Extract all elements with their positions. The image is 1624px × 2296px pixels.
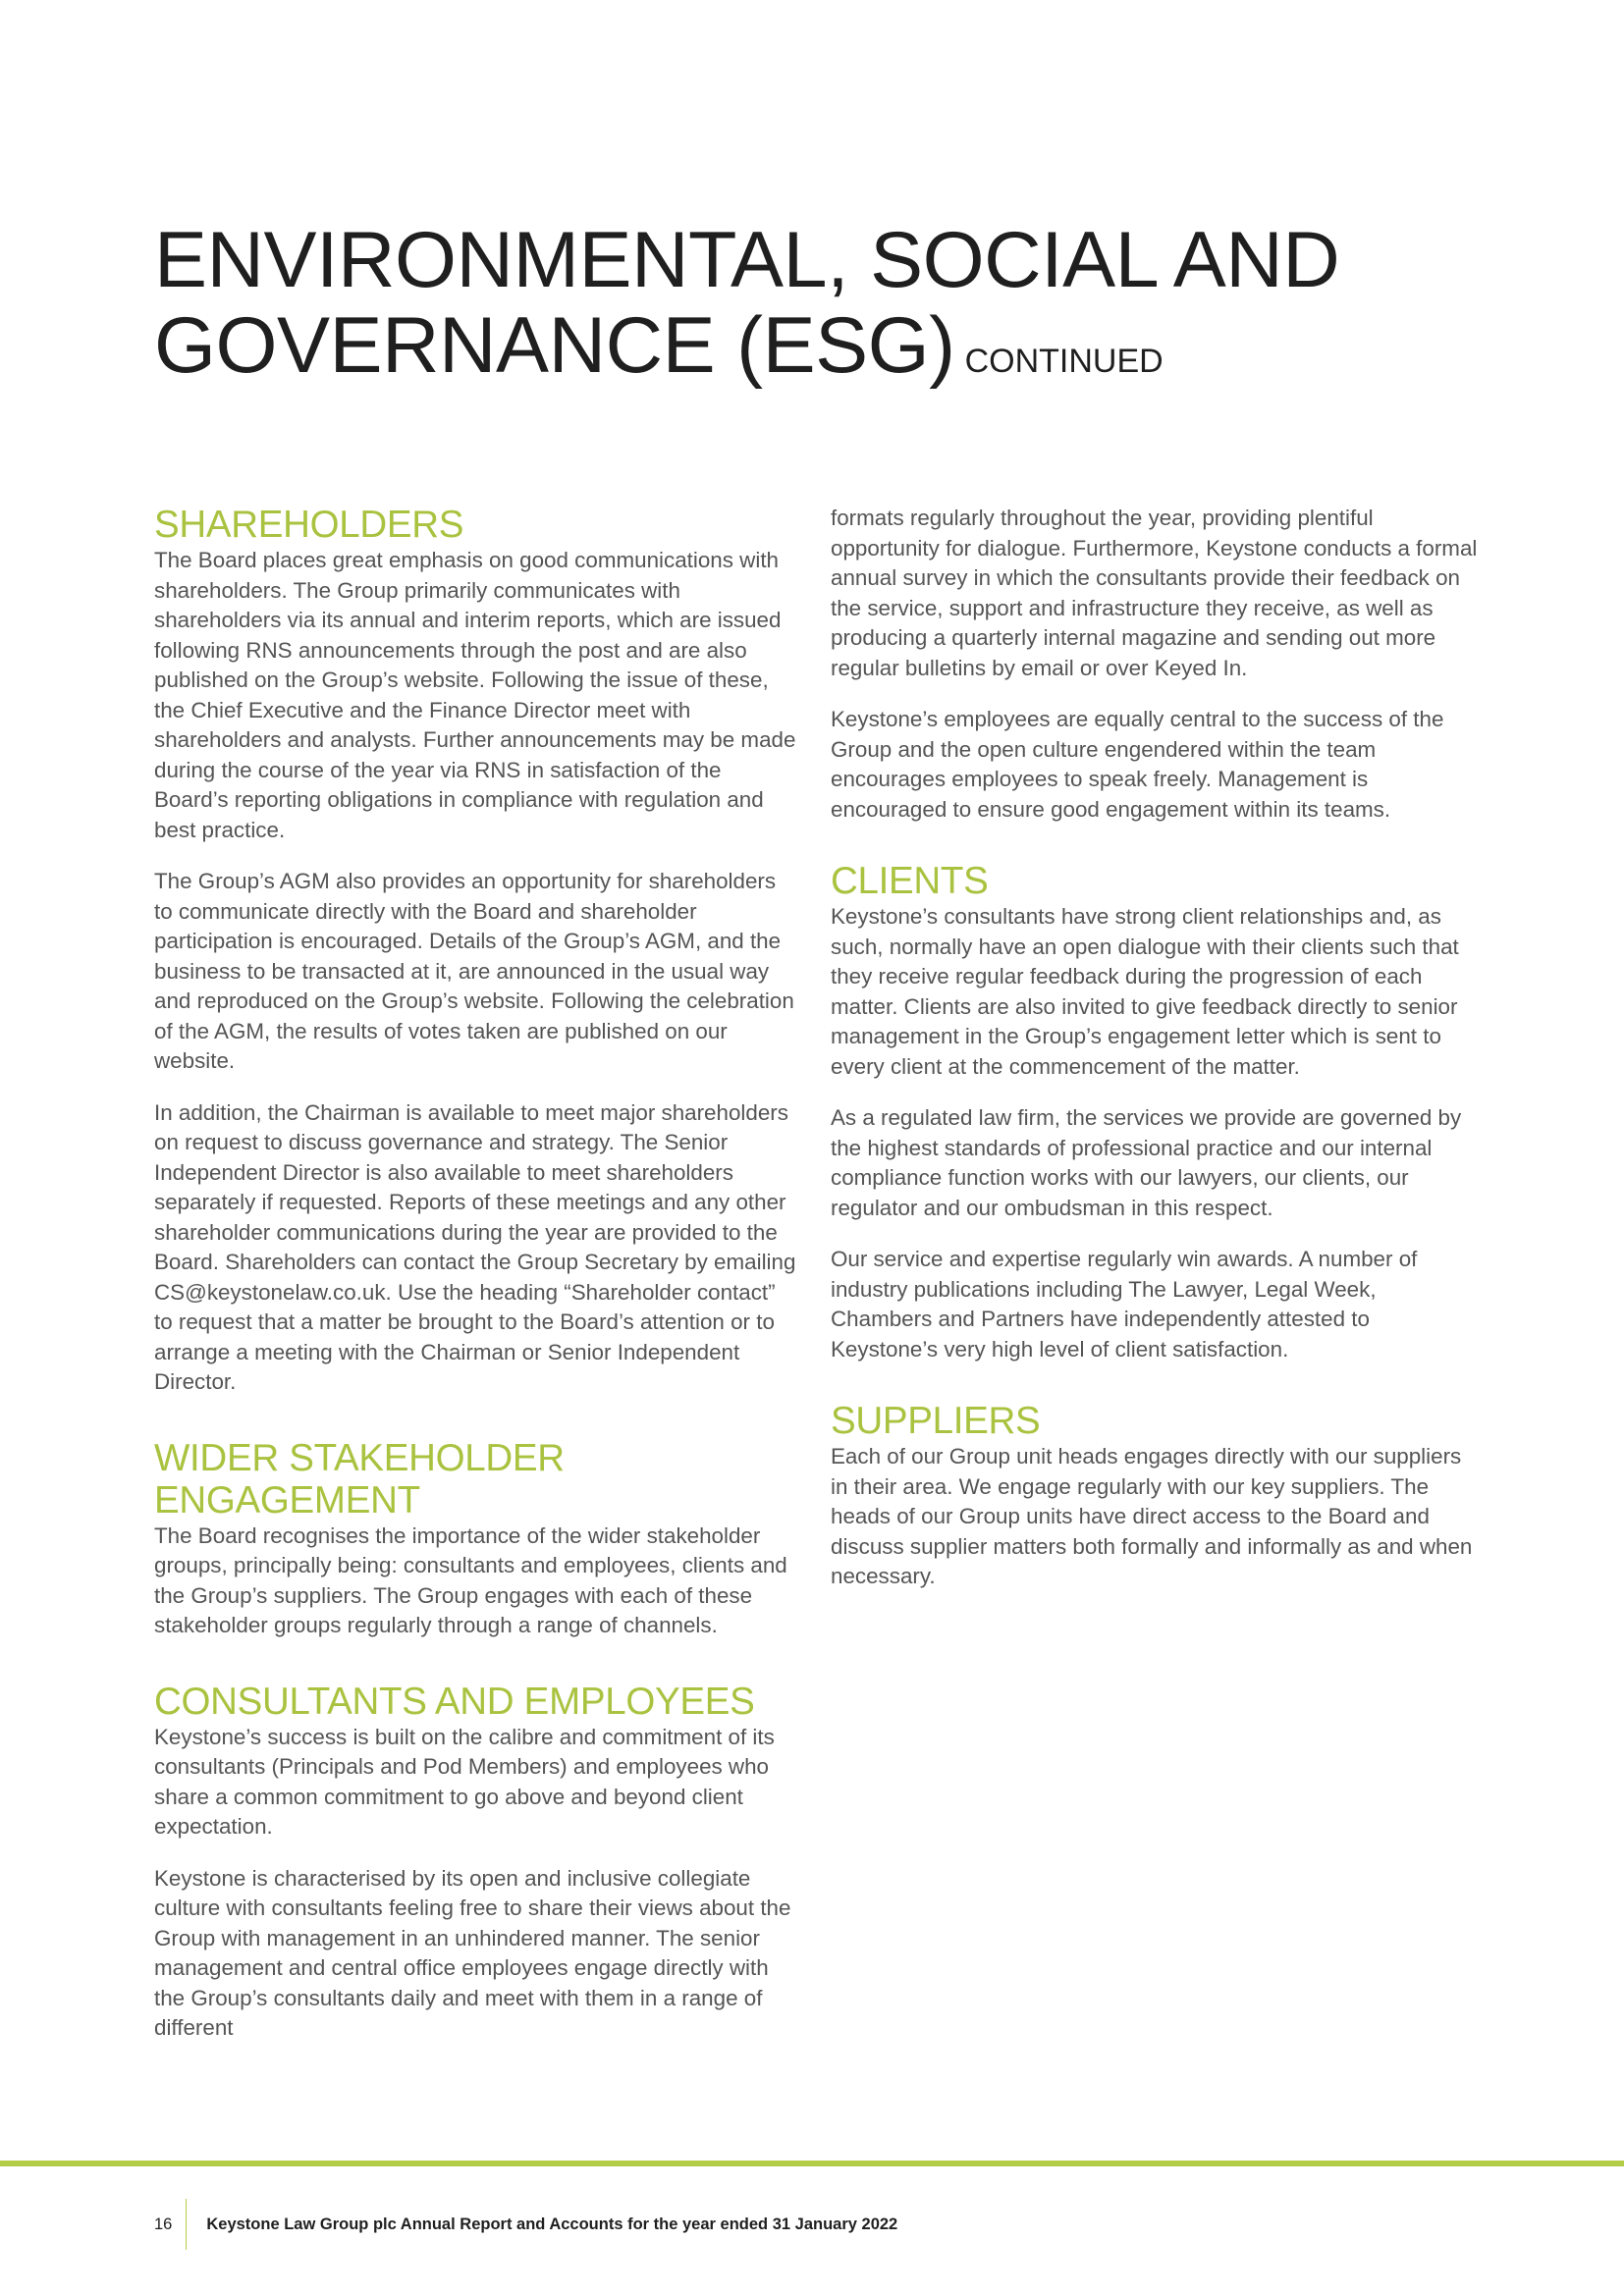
consultants-employees-heading: CONSULTANTS AND EMPLOYEES (154, 1680, 755, 1723)
page-title (154, 218, 1529, 404)
page-number: 16 (154, 2199, 187, 2250)
wider-stakeholder-section (154, 1437, 798, 1641)
clients-paragraph-1: Keystone’s consultants have strong client relationships and, as such, normally have an open dialogue with their clients such that they receive regular feedback during the progression of each matter. Clients are also invited to give feedback directly to senior management in the Group’s engagement letter which is sent to every client at the commencement of the matter. (831, 904, 1459, 1079)
shareholders-section (154, 504, 798, 1398)
wider-stakeholder-paragraph-1: The Board recognises the importance of the wider stakeholder groups, principally being: consultants and employees, clients and the Group’s suppliers. The Group engages with each of these stakeholder groups regularly through a range of channels. (154, 1522, 787, 1637)
clients-paragraph-2: As a regulated law firm, the services we provide are governed by the highest standards of professional practice and our internal compliance function works with our lawyers, our clients, our regulator and our ombudsman in this respect. (831, 1105, 1462, 1220)
consultants-employees-section (154, 1681, 798, 2044)
page-title-line-2-text: GOVERNANCE (ESG) (154, 301, 955, 390)
page-title-continued-label: CONTINUED (964, 343, 1164, 380)
clients-paragraph-3: Our service and expertise regularly win awards. A number of industry publications including The Lawyer, Legal Week, Chambers and Partners have independently attested to Keystone’s very high level of client satisfaction. (831, 1247, 1418, 1362)
suppliers-heading: SUPPLIERS (831, 1400, 1041, 1442)
consultants-employees-continuation-paragraph: formats regularly throughout the year, providing plentiful opportunity for dialogue. Furthermore, Keystone conducts a formal annual survey in which the consultants provide their feedback on the service, support and infrastructure they receive, as well as producing a quarterly internal magazine and sending out more regular bulletins by email or over Keyed In. (831, 506, 1478, 680)
suppliers-section (831, 1400, 1479, 1592)
left-column (154, 504, 798, 2065)
footer-divider (0, 2161, 1624, 2166)
suppliers-paragraph-1: Each of our Group unit heads engages directly with our suppliers in their area. We engage regularly with our key suppliers. The heads of our Group units have direct access to the Board and discuss supplier matters both formally and informally as and when necessary. (831, 1444, 1473, 1588)
page-title-line-2 (154, 303, 1529, 404)
right-column (831, 504, 1479, 1614)
clients-heading: CLIENTS (831, 860, 989, 902)
wider-stakeholder-heading-line-2: ENGAGEMENT (154, 1478, 420, 1522)
wider-stakeholder-heading-line-1: WIDER STAKEHOLDER (154, 1436, 565, 1479)
consultants-employees-paragraph-2: Keystone is characterised by its open and inclusive collegiate culture with consultants feeling free to share their views about the Group with management in an unhindered manner. The senior management and central office employees engage directly with the Group’s consultants daily and meet with them in a range of different (154, 1865, 791, 2040)
shareholders-paragraph-1: The Board places great emphasis on good communications with shareholders. The Group primarily communicates with shareholders via its annual and interim reports, which are issued following RNS announcements through the post and are also published on the Group’s website. Following the issue of these, the Chief Executive and the Finance Director meet with shareholders and analysts. Further announcements may be made during the course of the year via RNS in satisfaction of the Board’s reporting obligations in compliance with regulation and best practice. (154, 548, 796, 842)
shareholders-paragraph-2: The Group’s AGM also provides an opportunity for shareholders to communicate directly with the Board and shareholder participation is encouraged. Details of the Group’s AGM, and the business to be transacted at it, are announced in the usual way and reproduced on the Group’s website. Following the celebration of the AGM, the results of votes taken are published on our website. (154, 869, 794, 1073)
clients-section (831, 860, 1479, 1364)
shareholders-paragraph-3: In addition, the Chairman is available to meet major shareholders on request to discuss governance and strategy. The Senior Independent Director is also available to meet shareholders separately if requested. Reports of these meetings and any other shareholder communications during the year are provided to the Board. Shareholders can contact the Group Secretary by emailing CS@keystonelaw.co.uk. Use the heading “Shareholder contact” to request that a matter be brought to the Board’s attention or to arrange a meeting with the Chairman or Senior Independent Director. (154, 1099, 796, 1394)
page-title-line-1: ENVIRONMENTAL, SOCIAL AND (154, 216, 1340, 304)
employees-paragraph: Keystone’s employees are equally central to the success of the Group and the open culture engendered within the team encourages employees to speak freely. Management is encouraged to ensure good engagement within its teams. (831, 707, 1444, 822)
footer-report-title: Keystone Law Group plc Annual Report and Accounts for the year ended 31 January 2022 (206, 2216, 898, 2233)
page-footer (154, 2199, 897, 2250)
wider-stakeholder-heading (154, 1437, 798, 1522)
shareholders-heading: SHAREHOLDERS (154, 504, 464, 546)
consultants-employees-paragraph-1: Keystone’s success is built on the calibre and commitment of its consultants (Principals and Pod Members) and employees who share a common commitment to go above and beyond client expectation. (154, 1724, 775, 1839)
